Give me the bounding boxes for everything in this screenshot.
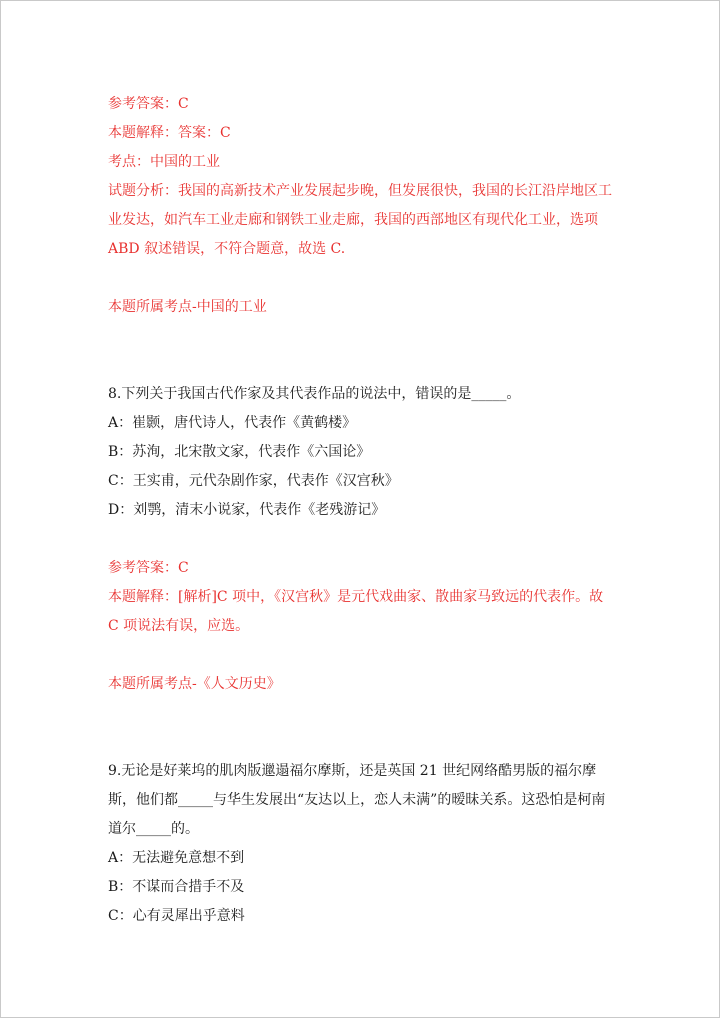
spacer	[108, 264, 613, 293]
q7-analysis: 试题分析：我国的高新技术产业发展起步晚，但发展很快，我国的长江沿岸地区工业发达，如汽车工业走廊和钢铁工业走廊，我国的西部地区有现代化工业，选项 ABD 叙述错误，不符合题意，故选 C.	[108, 183, 612, 257]
q7-answer: 参考答案：C	[108, 96, 189, 112]
spacer	[108, 322, 613, 380]
spacer	[108, 525, 613, 554]
q7-point: 考点：中国的工业	[108, 154, 220, 170]
q8-option-c: C：王实甫，元代杂剧作家，代表作《汉宫秋》	[108, 473, 399, 489]
q9-question: 9.无论是好莱坞的肌肉版邋遢福尔摩斯，还是英国 21 世纪网络酷男版的福尔摩斯，他们都_____与华生发展出“友达以上，恋人未满”的暧昧关系。这恐怕是柯南道尔_____的。	[108, 763, 606, 837]
spacer	[108, 641, 613, 670]
q8-explanation: 本题解释：[解析]C 项中，《汉宫秋》是元代戏曲家、散曲家马致远的代表作。故 C 项说法有误，应选。	[108, 589, 608, 634]
q9-option-b: B：不谋而合措手不及	[108, 879, 245, 895]
q8-option-b: B：苏洵，北宋散文家，代表作《六国论》	[108, 444, 371, 460]
spacer	[108, 699, 613, 757]
q8-topic: 本题所属考点-《人文历史》	[108, 676, 281, 692]
q8-question: 8.下列关于我国古代作家及其代表作品的说法中，错误的是_____。	[108, 386, 521, 402]
q8-option-a: A：崔颢，唐代诗人，代表作《黄鹤楼》	[108, 415, 357, 431]
q7-explanation: 本题解释：答案：C	[108, 125, 231, 141]
q8-option-d: D：刘鹗，清末小说家，代表作《老残游记》	[108, 502, 386, 518]
q7-topic: 本题所属考点-中国的工业	[108, 299, 267, 315]
q8-answer: 参考答案：C	[108, 560, 189, 576]
document-body	[108, 90, 613, 931]
q9-option-a: A：无法避免意想不到	[108, 850, 245, 866]
q9-option-c: C：心有灵犀出乎意料	[108, 908, 245, 924]
